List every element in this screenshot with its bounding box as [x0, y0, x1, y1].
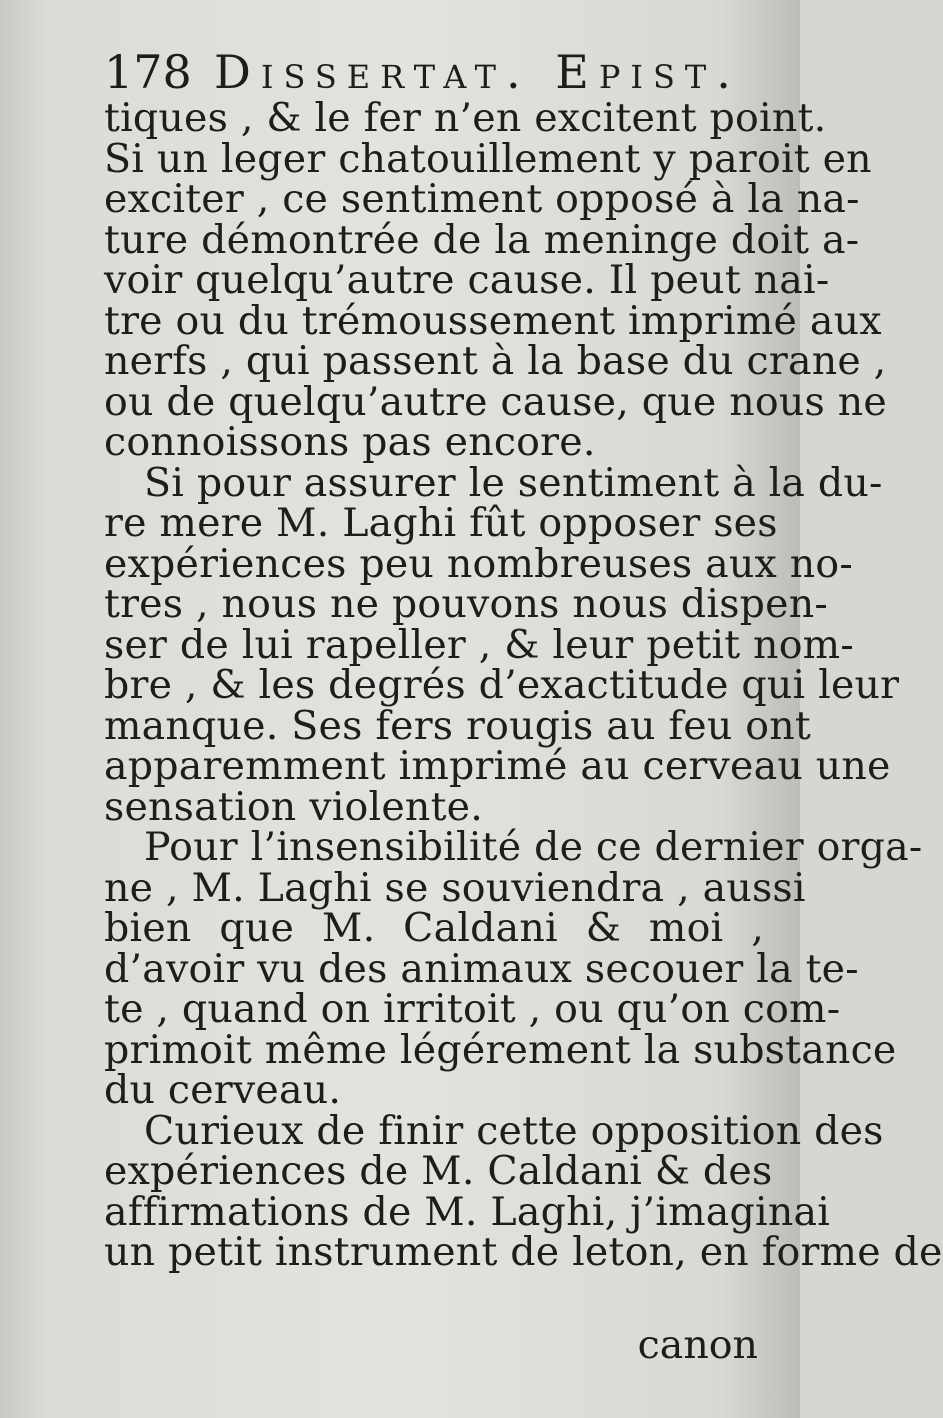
text-line: re mere M. Laghi fût opposer ses [104, 500, 778, 546]
text-line: connoissons pas encore. [104, 419, 596, 465]
text-line: exciter , ce sentiment opposé à la na- [104, 176, 860, 222]
text-line: apparemment imprimé au cerveau une [104, 743, 891, 789]
text-line: tre ou du trémoussement imprimé aux [104, 297, 882, 344]
text-line: expériences de M. Caldani & des [104, 1148, 773, 1194]
text-line: sensation violente. [104, 783, 483, 830]
page-header [104, 44, 764, 100]
catchword: canon [637, 1322, 758, 1368]
text-line: manque. Ses fers rougis au feu ont [104, 702, 811, 749]
text-line: voir quelqu’autre cause. Il peut nai- [104, 257, 830, 303]
text-line: bre , & les degrés d’exactitude qui leur [104, 662, 900, 708]
text-line: ser de lui rapeller , & leur petit nom- [104, 621, 854, 668]
text-line: Si un leger chatouillement y paroit en [104, 135, 872, 182]
text-line: bien que M. Caldani & moi , [104, 905, 764, 951]
running-head: Dissertat. Epist. [214, 45, 741, 99]
text-line: primoit même légérement la substance [104, 1026, 897, 1073]
text-line: expériences peu nombreuses aux no- [104, 540, 853, 587]
text-line: tres , nous ne pouvons nous dispen- [104, 581, 828, 627]
text-line: affirmations de M. Laghi, j’imaginai [104, 1188, 831, 1235]
text-line: ou de quelqu’autre cause, que nous ne [104, 378, 887, 425]
text-line: Pour l’insensibilité de ce dernier orga- [144, 824, 923, 870]
text-line: nerfs , qui passent à la base du crane , [104, 338, 887, 384]
page-number: 178 [104, 45, 192, 99]
text-line: tiques , & le fer n’en excitent point. [104, 95, 827, 141]
text-line: ture démontrée de la meninge doit a- [104, 216, 860, 263]
text-line: d’avoir vu des animaux secouer la te- [104, 945, 859, 992]
body-text [104, 95, 943, 1275]
text-line: Curieux de finir cette opposition des [144, 1107, 884, 1154]
text-line: ne , M. Laghi se souviendra , aussi [104, 864, 806, 911]
text-line: Si pour assurer le sentiment à la du- [144, 459, 883, 506]
text-line: te , quand on irritoit , ou qu’on com- [104, 986, 841, 1032]
text-line: un petit instrument de leton, en forme de [104, 1229, 943, 1275]
text-line: du cerveau. [104, 1067, 342, 1113]
